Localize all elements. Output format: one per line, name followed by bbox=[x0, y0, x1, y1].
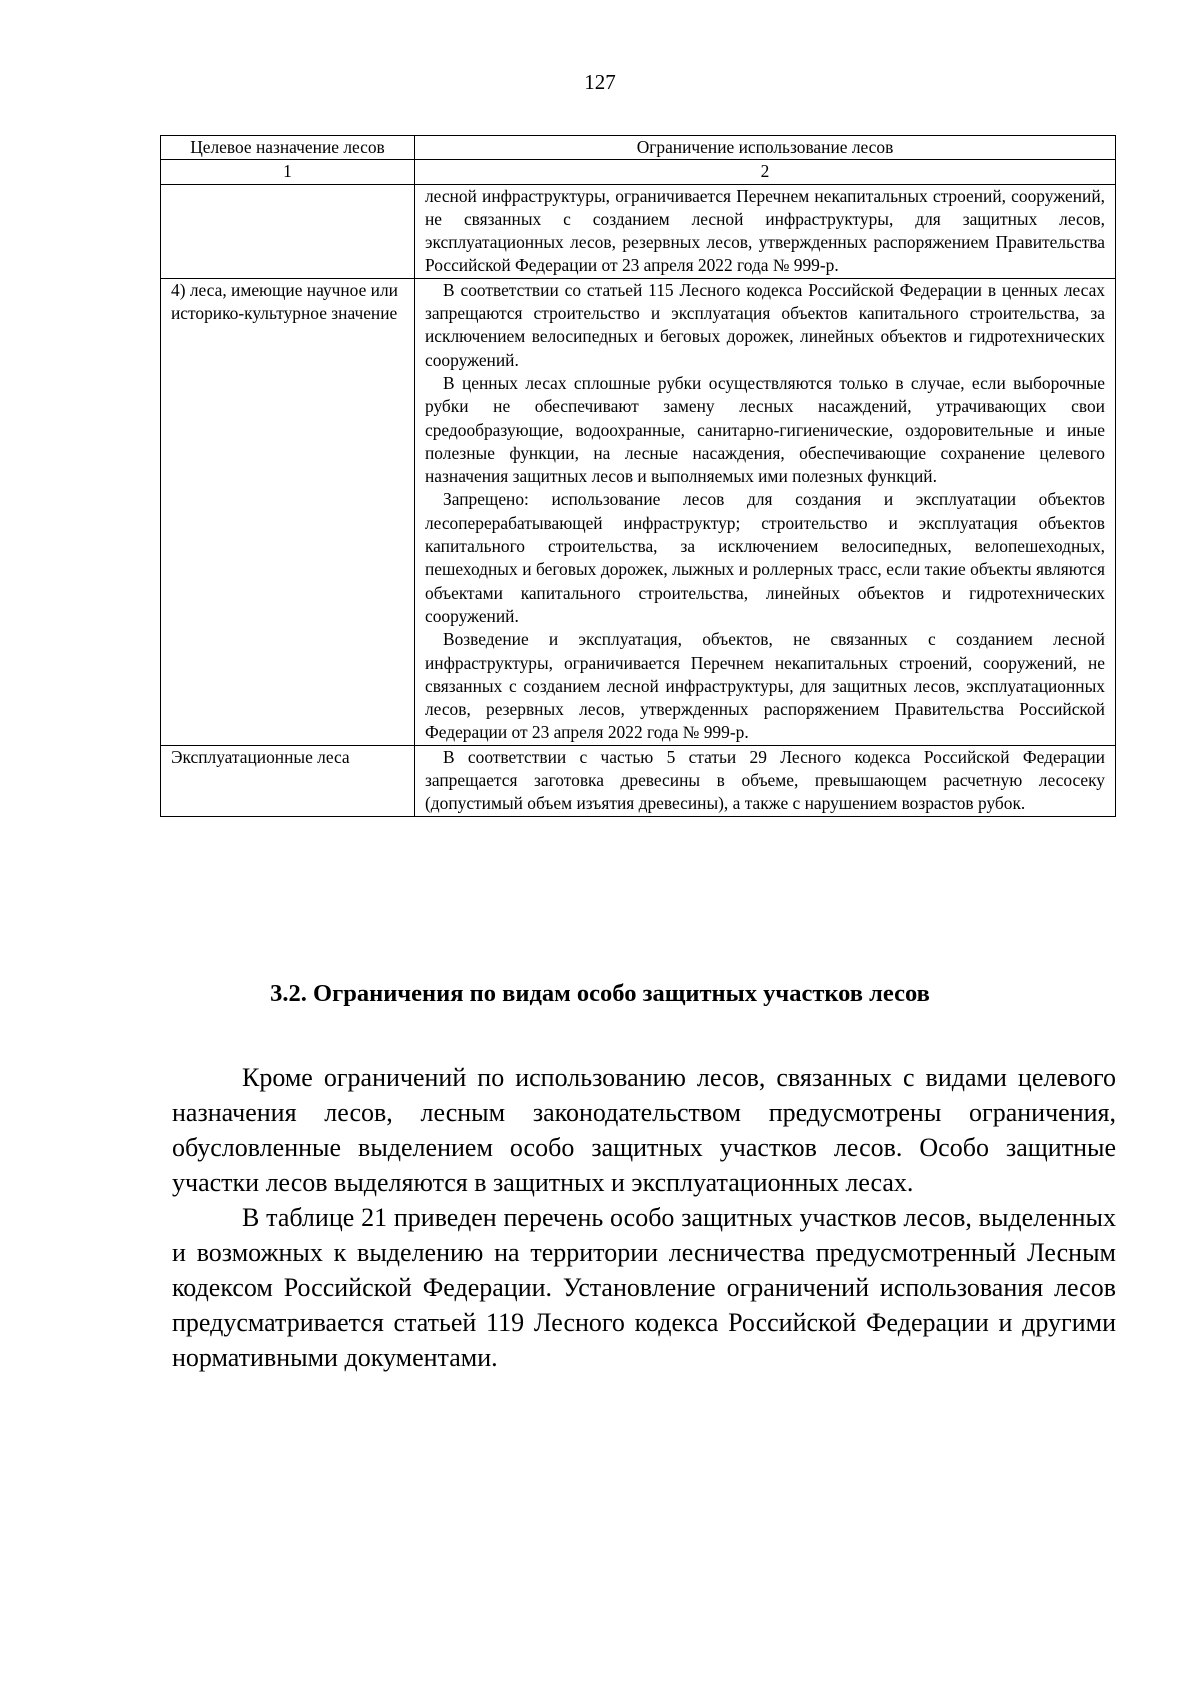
row-restriction-text bbox=[415, 278, 1116, 745]
restriction-paragraph: лесной инфраструктуры, ограничивается Перечнем некапитальных строений, сооружений, не связанных с созданием лесной инфраструктуры, для защитных лесов, эксплуатационных лесов, резервных лесов, утвержденных распоряжением Правительства Российской Федерации от 23 апреля 2022 года № 999-р. bbox=[425, 185, 1105, 276]
row-restriction-text bbox=[415, 745, 1116, 816]
header-restriction: Ограничение использование лесов bbox=[415, 136, 1116, 160]
restriction-paragraph: В соответствии со статьей 115 Лесного кодекса Российской Федерации в ценных лесах запрещаются строительство и эксплуатация объектов капитального строительства, за исключением велосипедных и беговых дорожек, линейных объектов и гидротехнических сооружений. bbox=[425, 279, 1105, 370]
table-column-numbers-row bbox=[161, 160, 1116, 184]
row-category: Эксплуатационные леса bbox=[161, 745, 415, 816]
table-header-row bbox=[161, 136, 1116, 160]
restriction-paragraph: В ценных лесах сплошные рубки осуществляются только в случае, если выборочные рубки не обеспечивают замену лесных насаждений, утрачивающих свои средообразующие, водоохранные, санитарно-гигиенические, оздоровительные и иные полезные функции, на лесные насаждения, обеспечивающие сохранение целевого назначения защитных лесов и выполняемых ими полезных функций. bbox=[425, 372, 1105, 487]
body-paragraph: Кроме ограничений по использованию лесов, связанных с видами целевого назначения лесов, лесным законодательством предусмотрены ограничения, обусловленные выделением особо защитных участков лесов. Особо защитные участки лесов выделяются в защитных и эксплуатационных лесах. bbox=[172, 1063, 1116, 1197]
body-paragraph: В таблице 21 приведен перечень особо защитных участков лесов, выделенных и возможных к выделению на территории лесничества предусмотренный Лесным кодексом Российской Федерации. Установление ограничений использования лесов предусматривается статьей 119 Лесного кодекса Российской Федерации и другими нормативными документами. bbox=[172, 1203, 1116, 1372]
table-row bbox=[161, 278, 1116, 745]
page-number: 127 bbox=[584, 70, 616, 94]
column-number-1: 1 bbox=[161, 160, 415, 184]
restriction-paragraph: Возведение и эксплуатация, объектов, не связанных с созданием лесной инфраструктуры, ограничивается Перечнем некапитальных строений, сооружений, не связанных с созданием лесной инфраструктуры, для защитных лесов, эксплуатационных лесов, резервных лесов, утвержденных распоряжением Правительства Российской Федерации от 23 апреля 2022 года № 999-р. bbox=[425, 629, 1105, 743]
section-title: 3.2. Ограничения по видам особо защитных участков лесов bbox=[270, 980, 930, 1007]
column-number-2: 2 bbox=[415, 160, 1116, 184]
row-category bbox=[161, 184, 415, 278]
restriction-paragraph: Запрещено: использование лесов для создания и эксплуатации объектов лесоперерабатывающей инфраструктур; строительство и эксплуатация объектов капитального строительства, за исключением велосипедных, велопешеходных, пешеходных и беговых дорожек, лыжных и роллерных трасс, если такие объекты являются объектами капитального строительства, линейных объектов и гидротехнических сооружений. bbox=[425, 489, 1105, 626]
restriction-paragraph: В соответствии с частью 5 статьи 29 Лесного кодекса Российской Федерации запрещается заготовка древесины в объеме, превышающем расчетную лесосеку (допустимый объем изъятия древесины), а также с нарушением возрастов рубок. bbox=[425, 746, 1105, 814]
forest-use-limits-table bbox=[160, 135, 1116, 817]
row-restriction-text bbox=[415, 184, 1116, 278]
table-row bbox=[161, 184, 1116, 278]
table-row bbox=[161, 745, 1116, 816]
row-category: 4) леса, имеющие научное или историко-культурное значение bbox=[161, 278, 415, 745]
header-purpose: Целевое назначение лесов bbox=[161, 136, 415, 160]
body-text bbox=[172, 1060, 1116, 1375]
